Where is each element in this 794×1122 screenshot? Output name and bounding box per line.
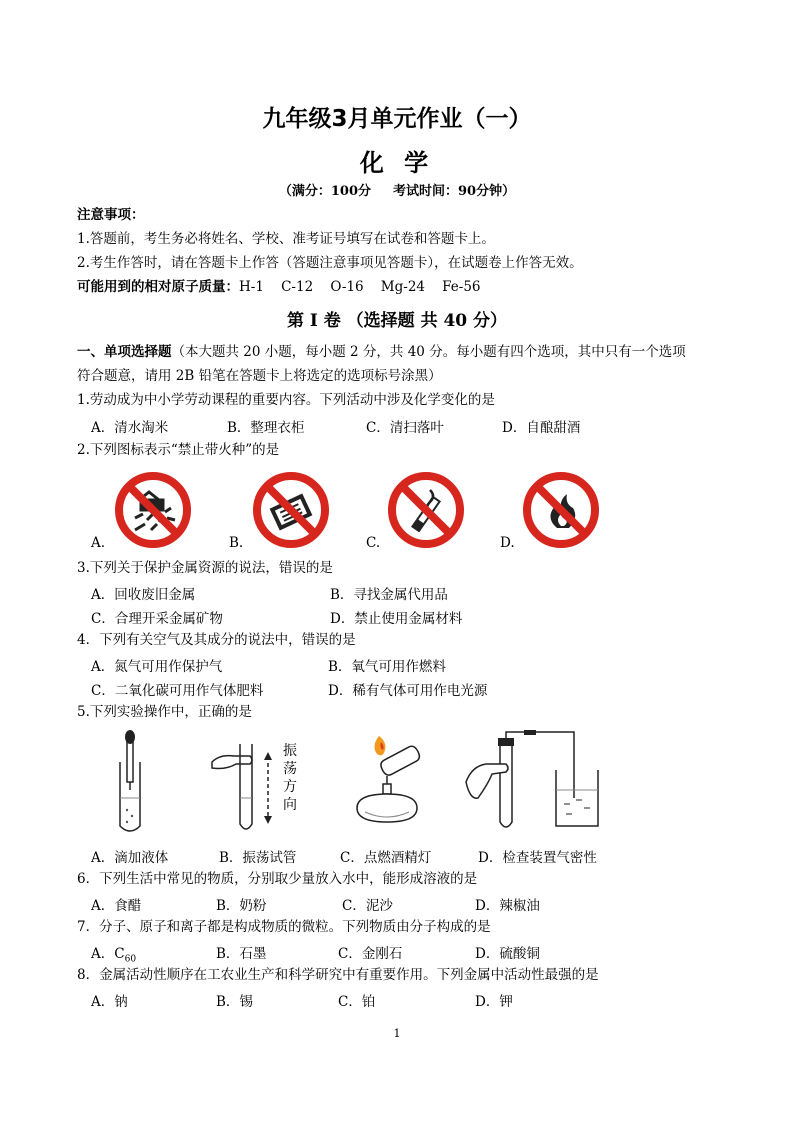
q7-option-c: C．金刚石 <box>338 946 403 962</box>
part-label: 一、单项选择题 <box>77 344 172 360</box>
shaking-test-tube-icon <box>210 740 280 836</box>
q7-option-a-prefix: A．C <box>91 946 125 962</box>
q4-option-c: C．二氧化碳可用作气体肥料 <box>91 683 264 699</box>
q6-option-c: C．泥沙 <box>342 898 393 914</box>
q1-option-a: A．清水淘米 <box>91 420 169 436</box>
no-fireworks-sign-icon <box>113 470 193 550</box>
shake-label-char: 荡 <box>283 761 297 777</box>
q5-option-a: A．滴加液体 <box>91 850 169 866</box>
q4-option-b: B．氧气可用作燃料 <box>328 659 446 675</box>
q7-option-a <box>91 942 136 965</box>
q2-option-d: D. <box>500 535 515 551</box>
shake-direction-label <box>283 742 297 814</box>
page-number: 1 <box>393 1027 401 1040</box>
q7-option-b: B．石墨 <box>216 946 267 962</box>
q4-option-d: D．稀有气体可用作电光源 <box>328 683 488 699</box>
q4-option-a: A．氮气可用作保护气 <box>91 659 223 675</box>
notes-heading: 注意事项： <box>77 207 145 223</box>
no-open-flame-sign-icon <box>521 470 601 550</box>
q8-option-a: A．钠 <box>91 994 128 1010</box>
q1-option-d: D．自酿甜酒 <box>502 420 581 436</box>
no-smoking-sign-icon <box>386 470 466 550</box>
q2-option-b: B. <box>229 535 244 551</box>
no-matches-sign-icon <box>251 470 331 550</box>
q5-option-b: B．振荡试管 <box>219 850 297 866</box>
q4-stem: 4．下列有关空气及其成分的说法中，错误的是 <box>77 632 356 648</box>
part-desc-2: 符合题意，请用 2B 铅笔在答题卡上将选定的选项标号涂黑） <box>77 368 442 384</box>
section-title: 第 I 卷 （选择题 共 40 分） <box>286 311 508 331</box>
q8-stem: 8．金属活动性顺序在工农业生产和科学研究中有重要作用。下列金属中活动性最强的是 <box>77 967 599 983</box>
part-intro-line1 <box>77 340 686 364</box>
q6-option-b: B．奶粉 <box>216 898 267 914</box>
alcohol-lamp-lighting-icon <box>345 728 435 832</box>
note-item-1: 1.答题前，考生务必将姓名、学校、准考证号填写在试卷和答题卡上。 <box>77 231 495 247</box>
q2-stem: 2.下列图标表示“禁止带火种”的是 <box>77 442 280 458</box>
q1-option-b: B．整理衣柜 <box>227 420 305 436</box>
shake-label-char: 振 <box>283 743 297 759</box>
q3-option-b: B．寻找金属代用品 <box>330 587 448 603</box>
airtightness-check-icon <box>464 730 614 834</box>
q5-option-c: C．点燃酒精灯 <box>340 850 432 866</box>
q2-option-a: A. <box>91 535 106 551</box>
q3-option-d: D．禁止使用金属材料 <box>330 611 463 627</box>
shake-label-char: 向 <box>283 797 297 813</box>
q6-option-d: D．辣椒油 <box>475 898 540 914</box>
subject-title: 化 学 <box>359 149 435 177</box>
q3-option-a: A．回收废旧金属 <box>91 587 196 603</box>
q3-option-c: C．合理开采金属矿物 <box>91 611 223 627</box>
q5-stem: 5.下列实验操作中，正确的是 <box>77 704 252 720</box>
exam-info <box>0 180 794 199</box>
atomic-mass-line <box>77 275 481 299</box>
time-info: 考试时间：90分钟） <box>393 184 516 199</box>
q1-stem: 1.劳动成为中小学劳动课程的重要内容。下列活动中涉及化学变化的是 <box>77 392 495 408</box>
note-item-2: 2.考生作答时，请在答题卡上作答（答题注意事项见答题卡），在试题卷上作答无效。 <box>77 255 583 271</box>
q8-option-c: C．铂 <box>338 994 376 1010</box>
q7-option-a-subscript: 60 <box>124 954 137 965</box>
q1-option-c: C．清扫落叶 <box>366 420 444 436</box>
q2-option-c: C. <box>366 535 381 551</box>
shake-label-char: 方 <box>283 779 297 795</box>
score-info: （满分：100分 <box>278 184 372 199</box>
q8-option-b: B．锡 <box>216 994 253 1010</box>
q6-stem: 6．下列生活中常见的物质，分别取少量放入水中，能形成溶液的是 <box>77 871 478 887</box>
q8-option-d: D．钾 <box>475 994 513 1010</box>
q7-option-d: D．硫酸铜 <box>475 946 540 962</box>
q3-stem: 3.下列关于保护金属资源的说法，错误的是 <box>77 560 333 576</box>
atomic-mass-values: H-1 C-12 O-16 Mg-24 Fe-56 <box>239 279 481 295</box>
q5-option-d: D．检查装置气密性 <box>478 850 597 866</box>
q6-option-a: A．食醋 <box>91 898 142 914</box>
atomic-mass-label: 可能用到的相对原子质量： <box>77 279 239 295</box>
dropper-test-tube-icon <box>105 728 155 836</box>
exam-title: 九年级3月单元作业（一） <box>262 106 532 132</box>
part-desc-1: （本大题共 20 小题，每小题 2 分，共 40 分。每小题有四个选项，其中只有一个选项 <box>171 344 686 360</box>
q7-stem: 7．分子、原子和离子都是构成物质的微粒。下列物质由分子构成的是 <box>77 919 491 935</box>
